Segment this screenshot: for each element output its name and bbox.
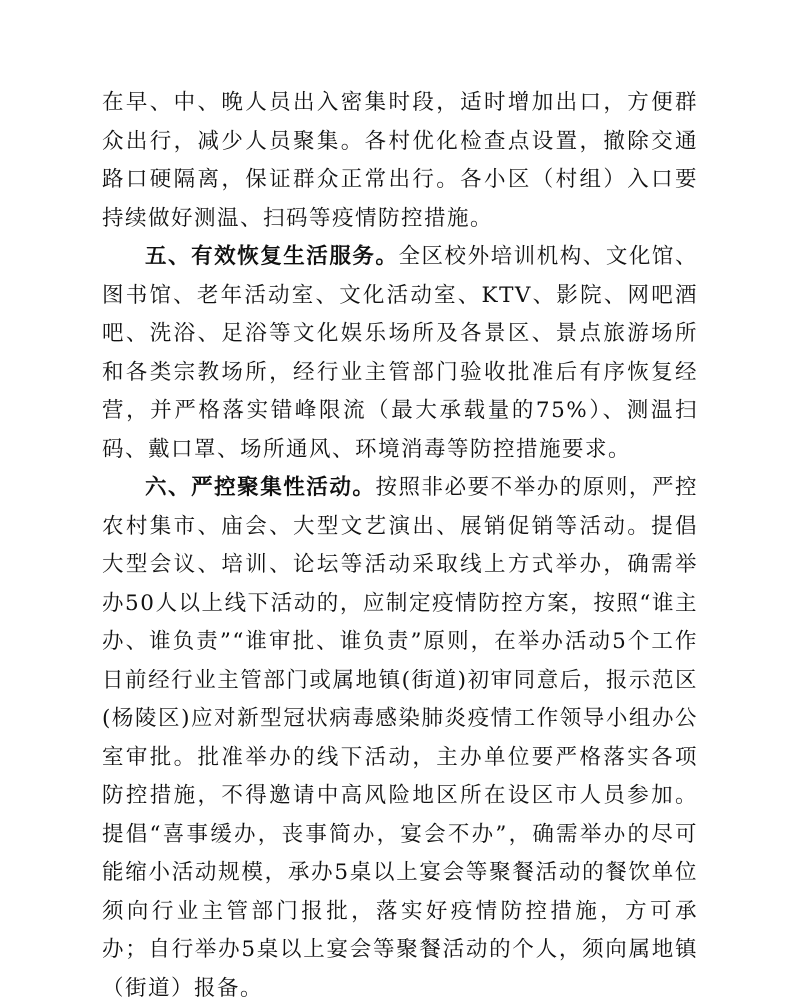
paragraph-continuation — [102, 84, 698, 238]
paragraph-section-six — [102, 469, 698, 1008]
paragraph-text: 在早、中、晚人员出入密集时段，适时增加出口，方便群众出行，减少人员聚集。各村优化检查点设置，撤除交通路口硬隔离，保证群众正常出行。各小区（村组）入口要持续做好测温、扫码等疫情防控措施。 — [102, 90, 698, 231]
section-heading: 五、有效恢复生活服务。 — [145, 244, 399, 269]
paragraph-text: 按照非必要不举办的原则，严控农村集市、庙会、大型文艺演出、展销促销等活动。提倡大型会议、培训、论坛等活动采取线上方式举办，确需举办50人以上线下活动的，应制定疫情防控方案，按照“谁主办、谁负责”“谁审批、谁负责”原则，在举办活动5个工作日前经行业主管部门或属地镇(街道)初审同意后，报示范区(杨陵区)应对新型冠状病毒感染肺炎疫情工作领导小组办公室审批。批准举办的线下活动，主办单位要严格落实各项防控措施，不得邀请中高风险地区所在设区市人员参加。提倡“喜事缓办，丧事简办，宴会不办”，确需举办的尽可能缩小活动规模，承办5桌以上宴会等聚餐活动的餐饮单位须向行业主管部门报批，落实好疫情防控措施，方可承办；自行举办5桌以上宴会等聚餐活动的个人，须向属地镇（街道）报备。 — [102, 475, 698, 1001]
document-body — [102, 84, 698, 1008]
paragraph-section-five — [102, 238, 698, 469]
paragraph-text: 全区校外培训机构、文化馆、图书馆、老年活动室、文化活动室、KTV、影院、网吧酒吧、洗浴、足浴等文化娱乐场所及各景区、景点旅游场所和各类宗教场所，经行业主管部门验收批准后有序恢复经营，并严格落实错峰限流（最大承载量的75%）、测温扫码、戴口罩、场所通风、环境消毒等防控措施要求。 — [102, 244, 698, 462]
section-heading: 六、严控聚集性活动。 — [145, 475, 376, 500]
